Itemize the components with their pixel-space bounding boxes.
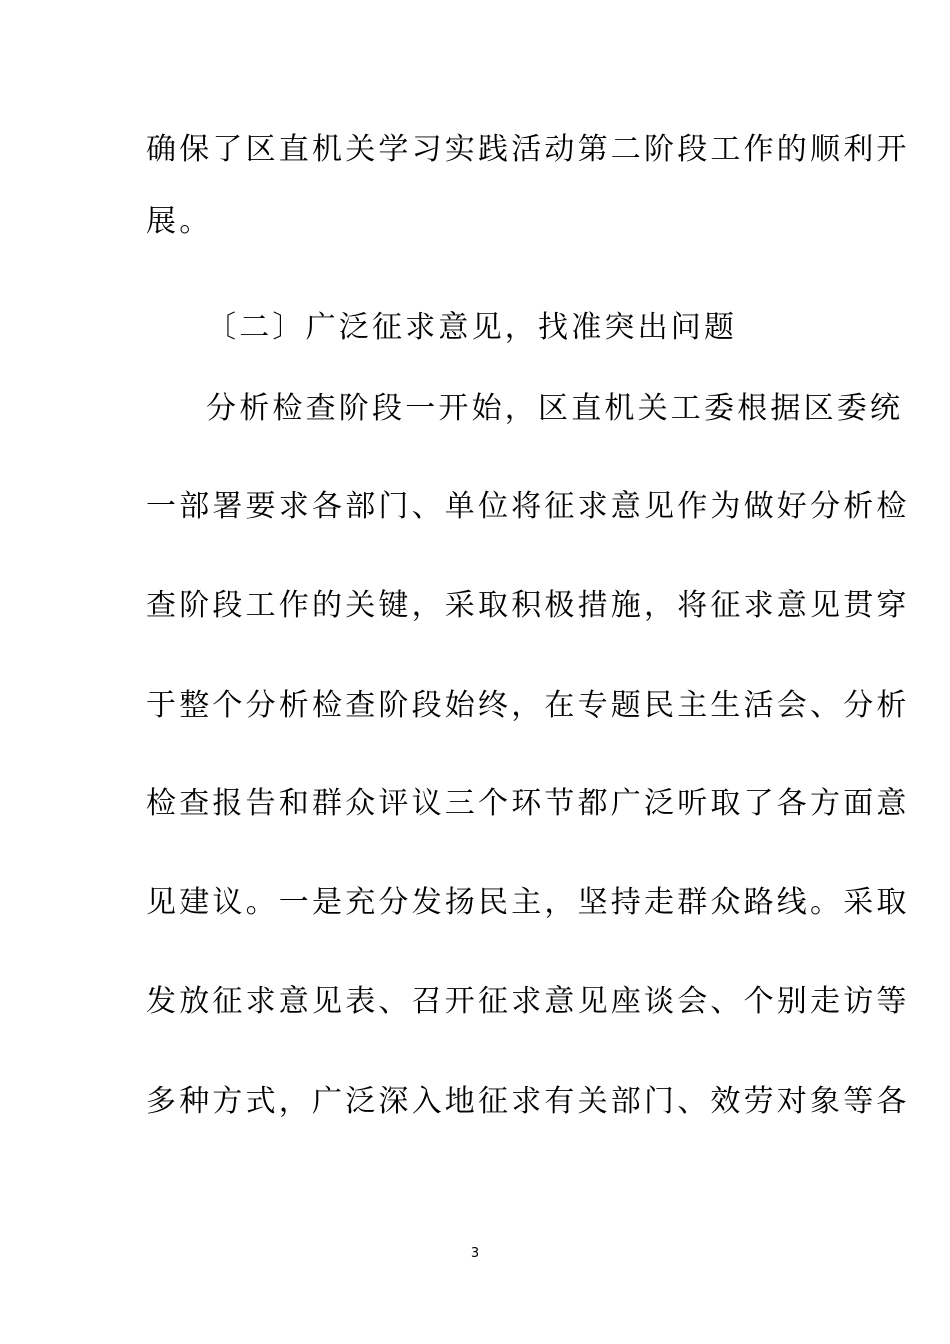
body-text-line: 多种方式，广泛深入地征求有关部门、效劳对象等各	[146, 1084, 910, 1119]
body-text-line: 检查报告和群众评议三个环节都广泛听取了各方面意	[146, 786, 910, 821]
body-text-line: 见建议。一是充分发扬民主，坚持走群众路线。采取	[146, 885, 910, 920]
body-text-line: 查阶段工作的关键，采取积极措施，将征求意见贯穿	[146, 588, 910, 623]
body-text-line: 确保了区直机关学习实践活动第二阶段工作的顺利开	[146, 132, 910, 167]
body-text-line: 发放征求意见表、召开征求意见座谈会、个别走访等	[146, 984, 910, 1019]
body-text-line: 一部署要求各部门、单位将征求意见作为做好分析检	[146, 489, 910, 524]
body-text-line: 于整个分析检查阶段始终，在专题民主生活会、分析	[146, 688, 910, 723]
section-heading: 〔二〕广泛征求意见，找准突出问题	[206, 310, 738, 345]
page-number: 3	[470, 1246, 480, 1261]
body-text-line: 展。	[146, 204, 213, 239]
paragraph-first-line: 分析检查阶段一开始，区直机关工委根据区委统	[206, 391, 904, 426]
